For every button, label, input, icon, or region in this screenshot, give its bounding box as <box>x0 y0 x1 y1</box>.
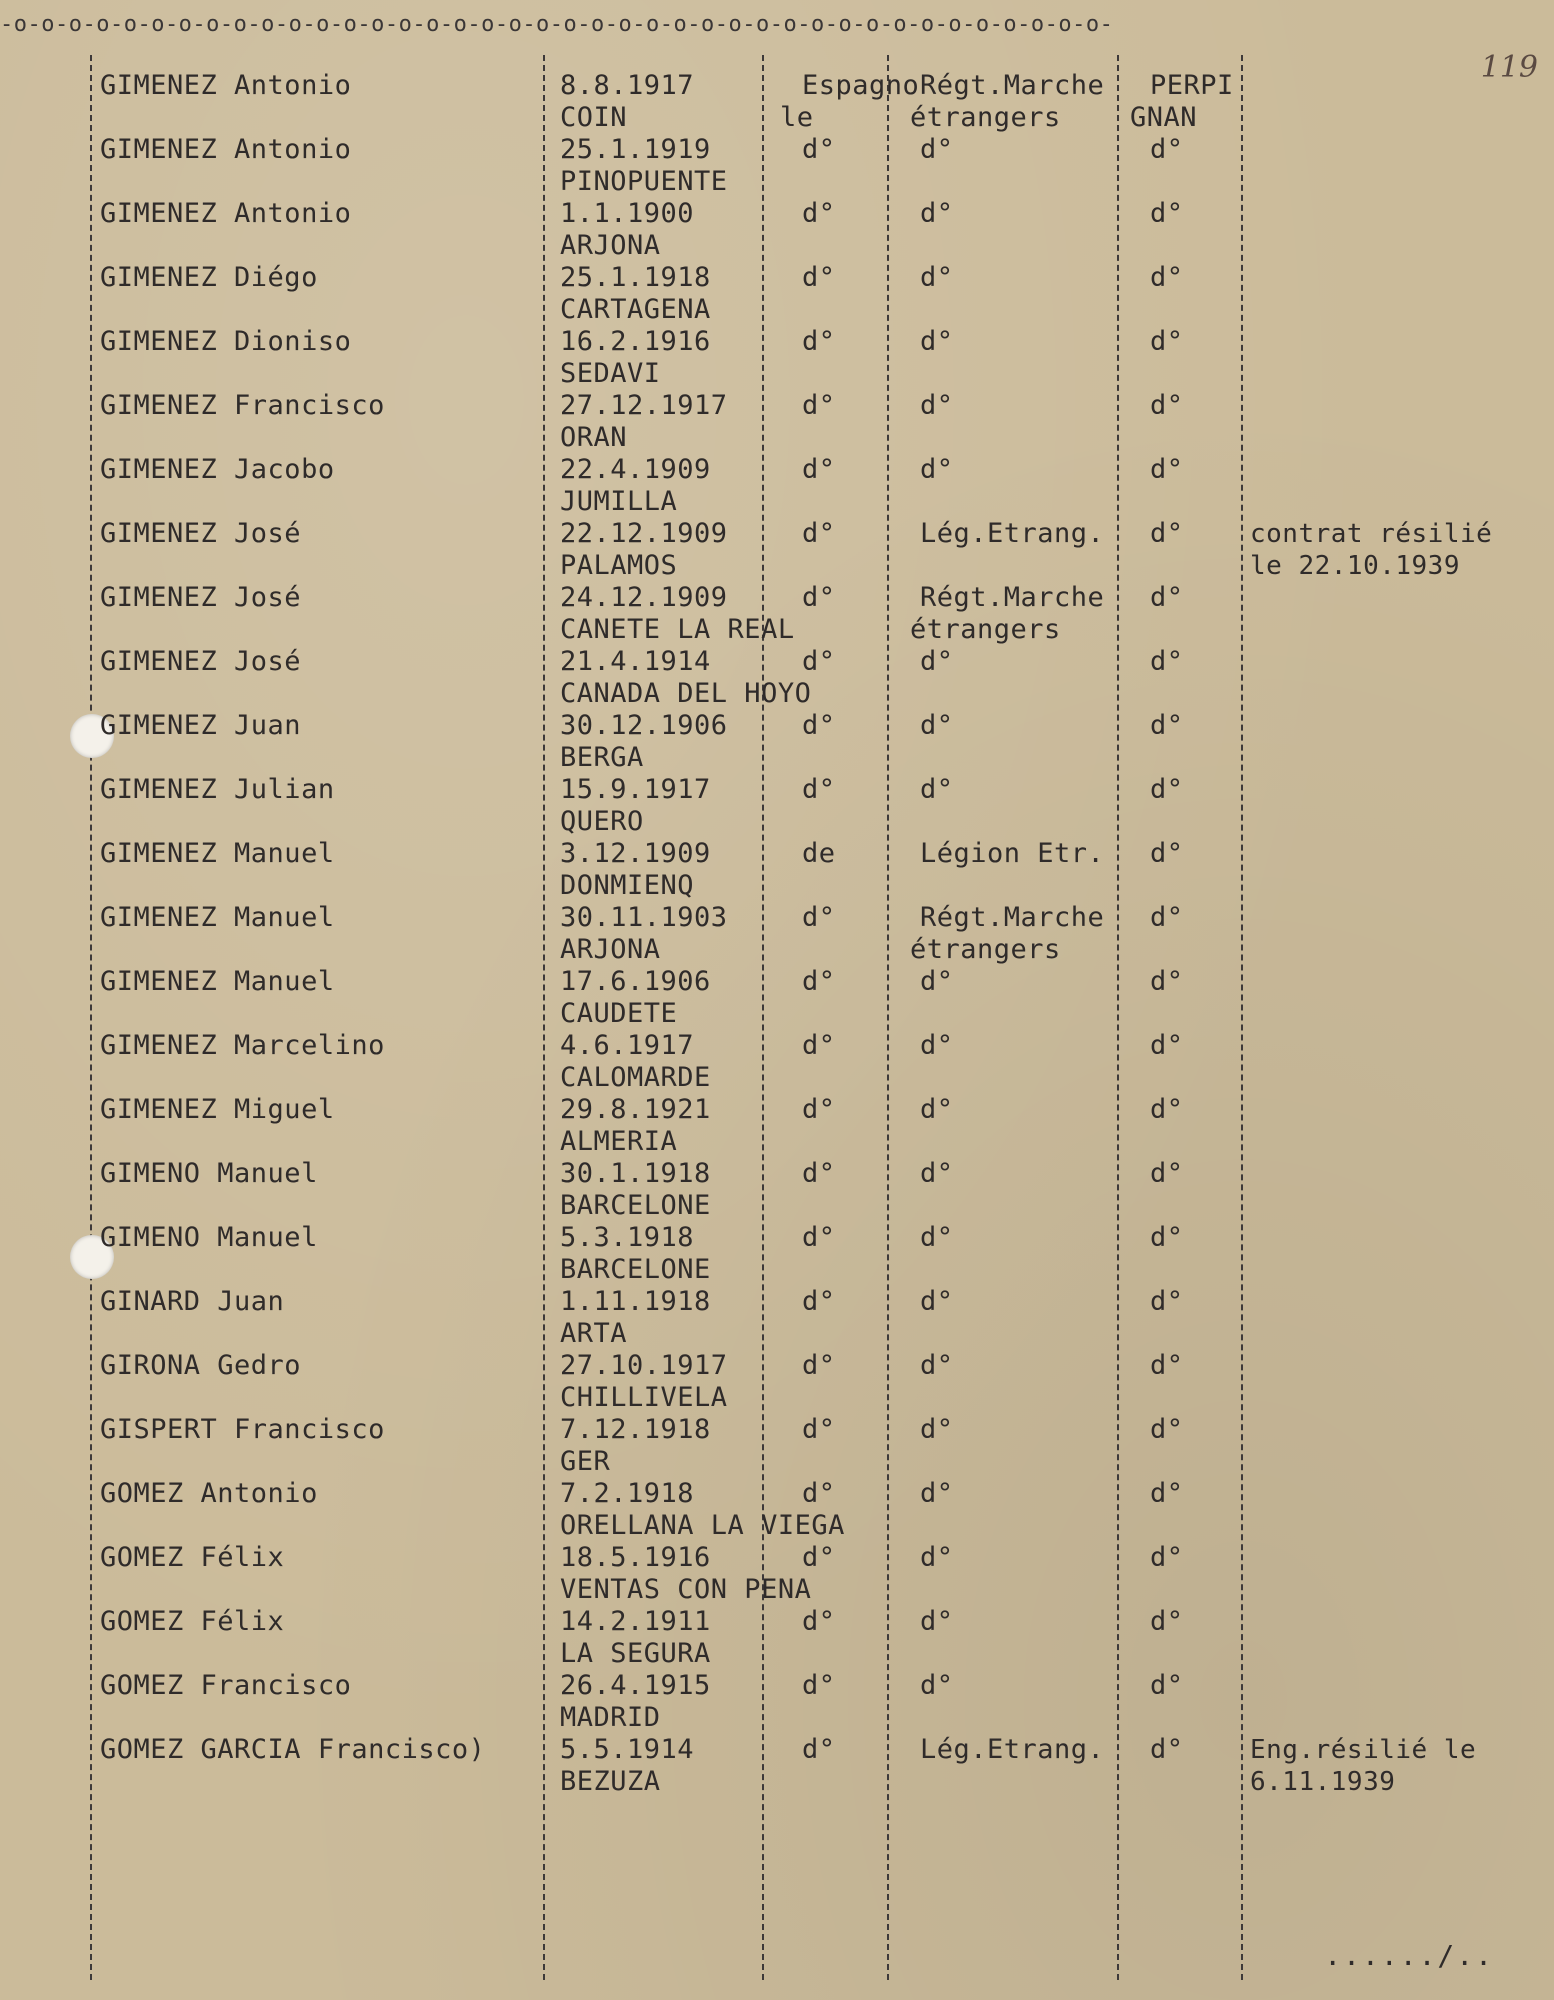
unit-assignment: d° <box>920 1222 954 1253</box>
register-row <box>0 262 1554 326</box>
person-name: GIMENO Manuel <box>100 1222 318 1253</box>
unit-assignment: d° <box>920 1350 954 1381</box>
nationality: d° <box>802 1734 836 1765</box>
register-row <box>0 1094 1554 1158</box>
department: d° <box>1150 262 1184 293</box>
unit-assignment: Lég.Etrang. <box>920 518 1105 549</box>
nationality: d° <box>802 1542 836 1573</box>
department: d° <box>1150 1350 1184 1381</box>
register-row <box>0 1606 1554 1670</box>
nationality: d° <box>802 1478 836 1509</box>
birth-place: SEDAVI <box>560 358 661 389</box>
nationality: d° <box>802 454 836 485</box>
department: PERPI <box>1150 70 1234 101</box>
birth-date: 22.12.1909 <box>560 518 728 549</box>
register-row <box>0 518 1554 582</box>
birth-place: JUMILLA <box>560 486 678 517</box>
unit-assignment: Régt.Marche <box>920 902 1105 933</box>
nationality: d° <box>802 1350 836 1381</box>
person-name: GIMENEZ Julian <box>100 774 335 805</box>
nationality: d° <box>802 902 836 933</box>
birth-date: 24.12.1909 <box>560 582 728 613</box>
register-row <box>0 390 1554 454</box>
department: d° <box>1150 582 1184 613</box>
nationality: d° <box>802 710 836 741</box>
birth-date: 18.5.1916 <box>560 1542 711 1573</box>
department: d° <box>1150 838 1184 869</box>
person-name: GOMEZ Félix <box>100 1542 285 1573</box>
birth-date: 21.4.1914 <box>560 646 711 677</box>
birth-place: ARJONA <box>560 230 661 261</box>
birth-date: 5.3.1918 <box>560 1222 695 1253</box>
birth-place: CANADA DEL HOYO <box>560 678 812 709</box>
unit-assignment: d° <box>920 1158 954 1189</box>
birth-date: 7.2.1918 <box>560 1478 695 1509</box>
unit-assignment: d° <box>920 774 954 805</box>
department: d° <box>1150 1158 1184 1189</box>
nationality: d° <box>802 1094 836 1125</box>
register-row <box>0 774 1554 838</box>
person-name: GIMENEZ José <box>100 582 302 613</box>
birth-place: ORELLANA LA VIEGA <box>560 1510 845 1541</box>
register-row <box>0 1222 1554 1286</box>
register-row <box>0 1414 1554 1478</box>
birth-date: 17.6.1906 <box>560 966 711 997</box>
birth-place: PALAMOS <box>560 550 678 581</box>
department-continued: GNAN <box>1130 102 1198 133</box>
observations-continued: le 22.10.1939 <box>1250 551 1460 581</box>
birth-date: 26.4.1915 <box>560 1670 711 1701</box>
birth-place: CARTAGENA <box>560 294 711 325</box>
person-name: GIMENEZ Dioniso <box>100 326 352 357</box>
department: d° <box>1150 966 1184 997</box>
birth-date: 29.8.1921 <box>560 1094 711 1125</box>
birth-place: CANETE LA REAL <box>560 614 795 645</box>
unit-assignment: Légion Etr. <box>920 838 1105 869</box>
nationality: d° <box>802 1030 836 1061</box>
unit-assignment: d° <box>920 1670 954 1701</box>
birth-place: MADRID <box>560 1702 661 1733</box>
page-number: 119 <box>1480 50 1538 85</box>
department: d° <box>1150 390 1184 421</box>
nationality: d° <box>802 390 836 421</box>
person-name: GIMENEZ Manuel <box>100 966 335 997</box>
unit-assignment-continued: étrangers <box>910 934 1061 965</box>
register-row <box>0 1478 1554 1542</box>
person-name: GIMENEZ Jacobo <box>100 454 335 485</box>
birth-date: 7.12.1918 <box>560 1414 711 1445</box>
department: d° <box>1150 902 1184 933</box>
observations: contrat résilié <box>1250 519 1493 549</box>
register-row <box>0 1542 1554 1606</box>
person-name: GIMENEZ Francisco <box>100 390 385 421</box>
nationality: d° <box>802 134 836 165</box>
register-row <box>0 134 1554 198</box>
department: d° <box>1150 1414 1184 1445</box>
nationality: d° <box>802 1222 836 1253</box>
birth-place: BEZUZA <box>560 1766 661 1797</box>
observations: Eng.résilié le <box>1250 1735 1477 1765</box>
birth-place: BARCELONE <box>560 1190 711 1221</box>
birth-date: 27.10.1917 <box>560 1350 728 1381</box>
birth-place: CAUDETE <box>560 998 678 1029</box>
department: d° <box>1150 646 1184 677</box>
nationality: d° <box>802 966 836 997</box>
register-row <box>0 454 1554 518</box>
nationality: d° <box>802 262 836 293</box>
birth-place: CHILLIVELA <box>560 1382 728 1413</box>
register-row <box>0 1030 1554 1094</box>
nationality: d° <box>802 1286 836 1317</box>
register-row <box>0 1734 1554 1798</box>
department: d° <box>1150 1670 1184 1701</box>
person-name: GIMENEZ José <box>100 646 302 677</box>
unit-assignment: d° <box>920 1606 954 1637</box>
birth-date: 16.2.1916 <box>560 326 711 357</box>
unit-assignment: d° <box>920 966 954 997</box>
register-row <box>0 1158 1554 1222</box>
birth-place: COIN <box>560 102 628 133</box>
register-row <box>0 966 1554 1030</box>
register-row <box>0 1286 1554 1350</box>
birth-place: LA SEGURA <box>560 1638 711 1669</box>
unit-assignment: d° <box>920 710 954 741</box>
register-row <box>0 710 1554 774</box>
unit-assignment: Lég.Etrang. <box>920 1734 1105 1765</box>
unit-assignment: d° <box>920 198 954 229</box>
birth-place: BARCELONE <box>560 1254 711 1285</box>
register-row <box>0 1670 1554 1734</box>
person-name: GIMENEZ Manuel <box>100 838 335 869</box>
birth-place: ARTA <box>560 1318 628 1349</box>
unit-assignment: d° <box>920 1094 954 1125</box>
department: d° <box>1150 1222 1184 1253</box>
unit-assignment: d° <box>920 390 954 421</box>
department: d° <box>1150 1542 1184 1573</box>
nationality: d° <box>802 646 836 677</box>
nationality: d° <box>802 518 836 549</box>
person-name: GIMENO Manuel <box>100 1158 318 1189</box>
register-row <box>0 646 1554 710</box>
unit-assignment: Régt.Marche <box>920 70 1105 101</box>
register-row <box>0 70 1554 134</box>
department: d° <box>1150 454 1184 485</box>
person-name: GIRONA Gedro <box>100 1350 302 1381</box>
continuation-mark: ....../.. <box>1324 1939 1494 1972</box>
observations-continued: 6.11.1939 <box>1250 1767 1396 1797</box>
person-name: GIMENEZ Diégo <box>100 262 318 293</box>
department: d° <box>1150 518 1184 549</box>
person-name: GIMENEZ Antonio <box>100 70 352 101</box>
register-row <box>0 582 1554 646</box>
person-name: GISPERT Francisco <box>100 1414 385 1445</box>
unit-assignment: d° <box>920 1030 954 1061</box>
unit-assignment: d° <box>920 134 954 165</box>
nationality: d° <box>802 1606 836 1637</box>
nationality: d° <box>802 326 836 357</box>
department: d° <box>1150 1478 1184 1509</box>
department: d° <box>1150 134 1184 165</box>
unit-assignment: Régt.Marche <box>920 582 1105 613</box>
register-row <box>0 902 1554 966</box>
birth-date: 27.12.1917 <box>560 390 728 421</box>
unit-assignment: d° <box>920 326 954 357</box>
birth-date: 30.11.1903 <box>560 902 728 933</box>
register-row <box>0 838 1554 902</box>
department: d° <box>1150 1606 1184 1637</box>
person-name: GOMEZ Antonio <box>100 1478 318 1509</box>
unit-assignment-continued: étrangers <box>910 102 1061 133</box>
unit-assignment: d° <box>920 1286 954 1317</box>
nationality: d° <box>802 198 836 229</box>
unit-assignment-continued: étrangers <box>910 614 1061 645</box>
person-name: GIMENEZ Antonio <box>100 198 352 229</box>
nationality: d° <box>802 1670 836 1701</box>
nationality: de <box>802 838 836 869</box>
birth-place: DONMIENQ <box>560 870 695 901</box>
birth-date: 3.12.1909 <box>560 838 711 869</box>
register-row <box>0 1350 1554 1414</box>
nationality: d° <box>802 1158 836 1189</box>
birth-place: BERGA <box>560 742 644 773</box>
birth-date: 5.5.1914 <box>560 1734 695 1765</box>
person-name: GOMEZ Francisco <box>100 1670 352 1701</box>
birth-date: 14.2.1911 <box>560 1606 711 1637</box>
department: d° <box>1150 1030 1184 1061</box>
person-name: GIMENEZ Antonio <box>100 134 352 165</box>
person-name: GIMENEZ José <box>100 518 302 549</box>
person-name: GOMEZ Félix <box>100 1606 285 1637</box>
birth-date: 8.8.1917 <box>560 70 695 101</box>
birth-place: VENTAS CON PENA <box>560 1574 812 1605</box>
birth-date: 25.1.1918 <box>560 262 711 293</box>
department: d° <box>1150 1734 1184 1765</box>
person-name: GIMENEZ Manuel <box>100 902 335 933</box>
unit-assignment: d° <box>920 1478 954 1509</box>
department: d° <box>1150 710 1184 741</box>
nationality-continued: le <box>780 102 814 133</box>
department: d° <box>1150 1094 1184 1125</box>
unit-assignment: d° <box>920 1414 954 1445</box>
nationality: d° <box>802 1414 836 1445</box>
person-name: GINARD Juan <box>100 1286 285 1317</box>
department: d° <box>1150 774 1184 805</box>
birth-place: ORAN <box>560 422 628 453</box>
birth-place: ARJONA <box>560 934 661 965</box>
person-name: GIMENEZ Miguel <box>100 1094 335 1125</box>
register-row <box>0 326 1554 390</box>
birth-place: GER <box>560 1446 611 1477</box>
unit-assignment: d° <box>920 1542 954 1573</box>
department: d° <box>1150 326 1184 357</box>
birth-place: QUERO <box>560 806 644 837</box>
birth-date: 15.9.1917 <box>560 774 711 805</box>
department: d° <box>1150 198 1184 229</box>
birth-date: 4.6.1917 <box>560 1030 695 1061</box>
unit-assignment: d° <box>920 646 954 677</box>
unit-assignment: d° <box>920 454 954 485</box>
birth-place: PINOPUENTE <box>560 166 728 197</box>
birth-date: 25.1.1919 <box>560 134 711 165</box>
birth-date: 30.12.1906 <box>560 710 728 741</box>
person-name: GIMENEZ Juan <box>100 710 302 741</box>
nationality: d° <box>802 774 836 805</box>
department: d° <box>1150 1286 1184 1317</box>
birth-date: 22.4.1909 <box>560 454 711 485</box>
nationality: d° <box>802 582 836 613</box>
register-row <box>0 198 1554 262</box>
nationality: Espagno <box>802 70 920 101</box>
top-border-decoration: -o-o-o-o-o-o-o-o-o-o-o-o-o-o-o-o-o-o-o-o-o-o-o-o-o-o-o-o-o-o-o-o-o-o-o-o-o-o-o-o- <box>0 12 1114 37</box>
birth-date: 1.11.1918 <box>560 1286 711 1317</box>
person-name: GOMEZ GARCIA Francisco) <box>100 1734 486 1765</box>
birth-place: ALMERIA <box>560 1126 678 1157</box>
birth-place: CALOMARDE <box>560 1062 711 1093</box>
unit-assignment: d° <box>920 262 954 293</box>
birth-date: 1.1.1900 <box>560 198 695 229</box>
person-name: GIMENEZ Marcelino <box>100 1030 385 1061</box>
birth-date: 30.1.1918 <box>560 1158 711 1189</box>
